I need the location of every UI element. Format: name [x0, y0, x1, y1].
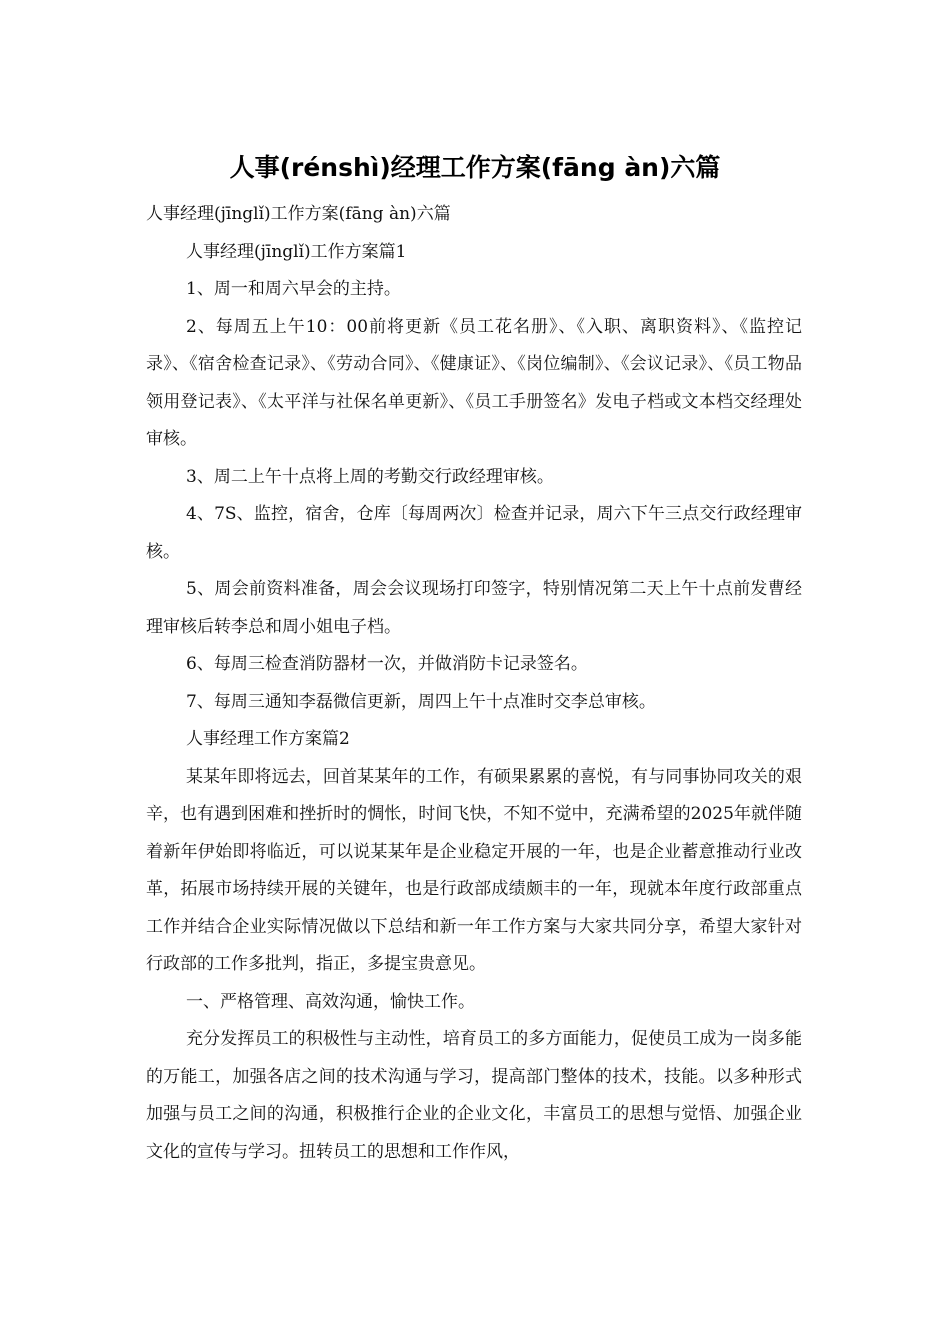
paragraph: 3、周二上午十点将上周的考勤交行政经理审核。 — [186, 466, 554, 487]
paragraph: 一、严格管理、高效沟通，愉快工作。 — [186, 991, 475, 1012]
paragraph: 7、每周三通知李磊微信更新，周四上午十点准时交李总审核。 — [186, 691, 656, 712]
paragraph: 某某年即将远去，回首某某年的工作，有硕果累累的喜悦，有与同事协同攻关的艰辛，也有遇到困难和挫折时的惆怅，时间飞快，不知不觉中，充满希望的2025年就伴随着新年伊始即将临近，可以说某某年是企业稳定开展的一年，也是企业蓄意推动行业改革，拓展市场持续开展的关键年，也是行政部成绩颇丰的一年，现就本年度行政部重点工作并结合企业实际情况做以下总结和新一年工作方案与大家共同分享，希望大家针对行政部的工作多批判，指正，多提宝贵意见。 — [146, 766, 802, 974]
paragraph: 6、每周三检查消防器材一次，并做消防卡记录签名。 — [186, 654, 588, 674]
paragraph: 充分发挥员工的积极性与主动性，培育员工的多方面能力，促使员工成为一岗多能的万能工，加强各店之间的技术沟通与学习，提高部门整体的技术，技能。以多种形式加强与员工之间的沟通，积极推行企业的企业文化，丰富员工的思想与觉悟、加强企业文化的宣传与学习。扭转员工的思想和工作作风， — [146, 1029, 802, 1162]
paragraph: 4、7S、监控，宿舍，仓库〔每周两次〕检查并记录，周六下午三点交行政经理审核。 — [146, 504, 802, 562]
paragraph: 人事经理(jīnglǐ)工作方案篇1 — [186, 241, 407, 262]
document-body — [146, 196, 802, 1171]
paragraph: 人事经理工作方案篇2 — [186, 729, 350, 749]
paragraph: 人事经理(jīnglǐ)工作方案(fāng àn)六篇 — [146, 204, 451, 224]
paragraph: 5、周会前资料准备，周会会议现场打印签字，特别情况第二天上午十点前发曹经理审核后转李总和周小姐电子档。 — [146, 579, 802, 637]
paragraph: 2、每周五上午10：00前将更新《员工花名册》、《入职、离职资料》、《监控记录》、《宿舍检查记录》、《劳动合同》、《健康证》、《岗位编制》、《会议记录》、《员工物品领用登记表》、《太平洋与社保名单更新》、《员工手册签名》发电子档或文本档交经理处审核。 — [146, 316, 802, 449]
document-title: 人事(rénshì)经理工作方案(fāng àn)六篇 — [229, 153, 721, 182]
paragraph: 1、周一和周六早会的主持。 — [186, 279, 401, 299]
